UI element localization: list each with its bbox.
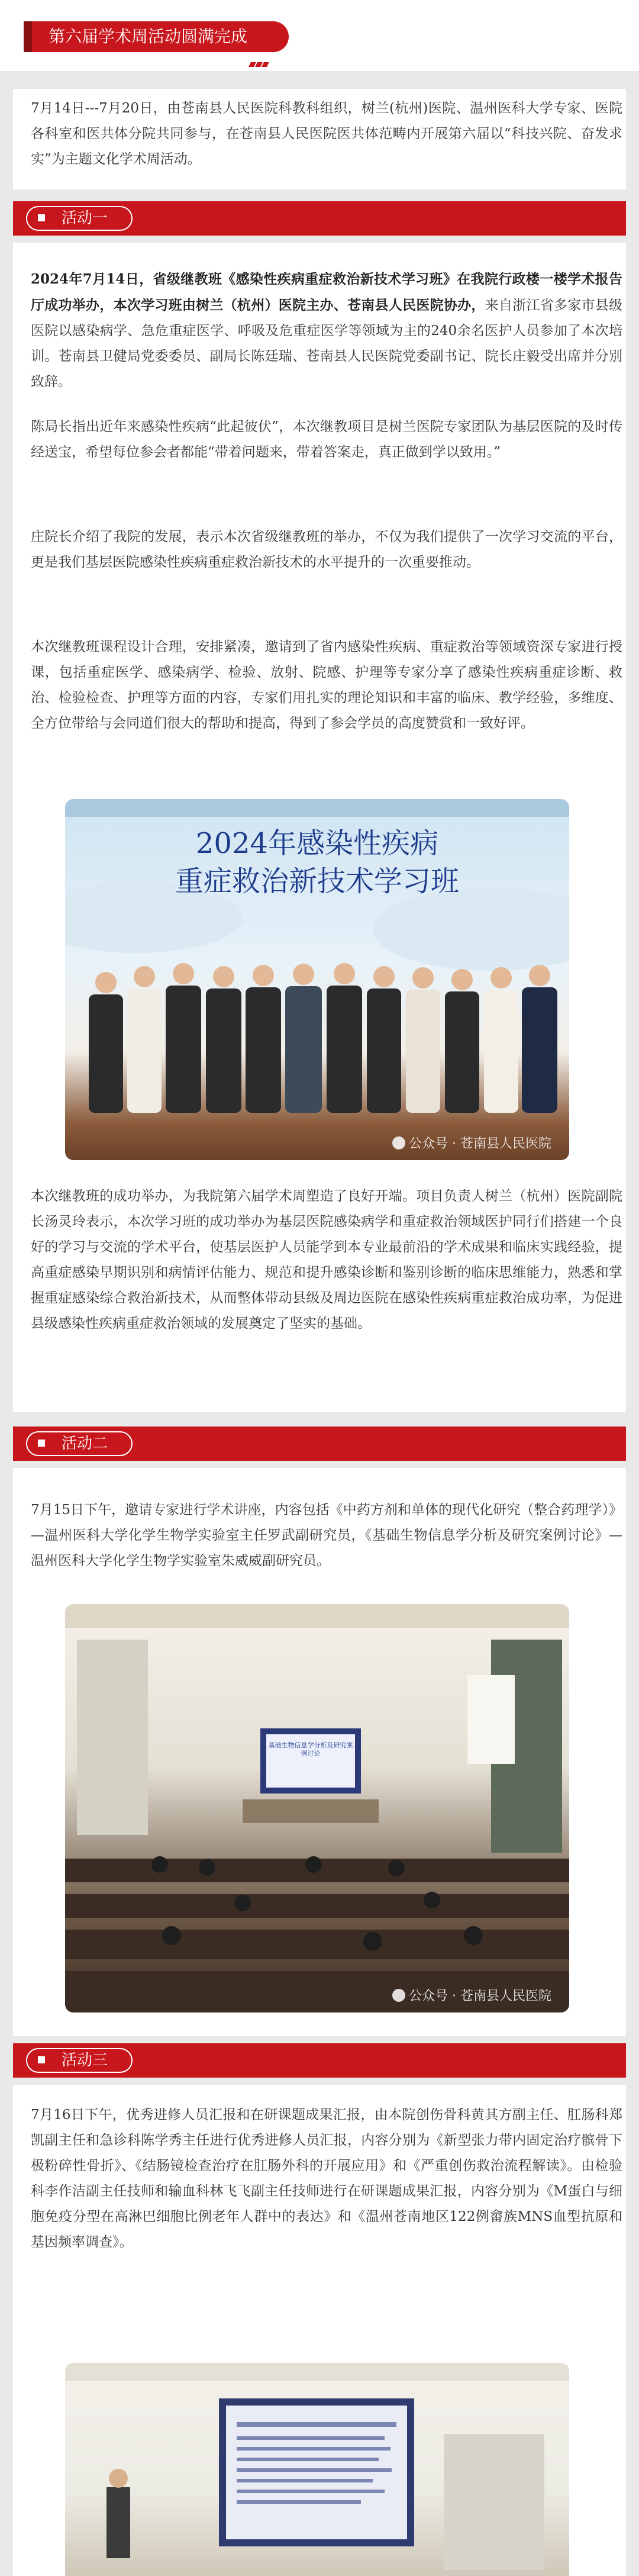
activity1-paragraph-3: 庄院长介绍了我院的发展，表示本次省级继教班的举办，不仅为我们提供了一次学习交流的平台，更是我们基层医院感染性疾病重症救治新技术的水平提升的一次重要推动。	[31, 529, 622, 570]
square-bullet-icon	[38, 214, 45, 221]
activity2-card	[13, 1468, 626, 2036]
activity2-paragraph-1: 7月15日下午，邀请专家进行学术讲座，内容包括《中药方剂和单体的现代化研究（整合药理学）》—温州医科大学化学生物学实验室主任罗武副研究员，《基础生物信息学分析及研究案例讨论》—温州医科大学化学生物学实验室朱威威副研究员。	[31, 1502, 622, 1569]
intro-paragraph: 7月14日---7月20日，由苍南县人民医院科教科组织，树兰(杭州)医院、温州医科大学专家、医院各科室和医共体分院共同参与，在苍南县人民医院医共体范畴内开展第六届以“科技兴院、奋发求实”为主题文化学术周活动。	[31, 101, 622, 167]
wechat-icon	[392, 1136, 405, 1149]
section-label-pill	[26, 1431, 133, 1456]
title-decoration	[250, 58, 270, 63]
watermark: 公众号 · 苍南县人民医院	[392, 1134, 551, 1152]
activity1-card	[13, 243, 626, 1412]
square-bullet-icon	[38, 2056, 45, 2063]
section-label: 活动三	[62, 2052, 108, 2069]
wechat-icon	[392, 1989, 405, 2002]
watermark: 公众号 · 苍南县人民医院	[392, 1986, 551, 2004]
section-header-3	[13, 2043, 626, 2078]
section-label-pill	[26, 206, 133, 231]
activity3-card	[13, 2085, 626, 2576]
lecture-hall-scene	[65, 1604, 569, 2012]
activity3-paragraph-1: 7月16日下午，优秀进修人员汇报和在研课题成果汇报，由本院创伤骨科黄其方副主任、肛肠科郑凯副主任和急诊科陈学秀主任进行优秀进修人员汇报，内容分别为《新型张力带内固定治疗髌骨下极粉碎性骨折》、《结肠镜检查治疗在肛肠外科的开展应用》和《严重创伤救治流程解读》。由检验科李作洁副主任技师和输血科林飞飞副主任技师进行在研课题成果汇报，内容分别为《M蛋白与细胞免疫分型在高淋巴细胞比例老年人群中的表达》和《温州苍南地区122例畲族MNS血型抗原和基因频率调查》。	[31, 2107, 622, 2250]
section-label-pill	[26, 2048, 133, 2073]
group-photo	[65, 799, 569, 1160]
activity1-paragraph-1: 2024年7月14日，省级继教班《感染性疾病重症救治新技术学习班》在我院行政楼一楼学术报告厅成功举办，本次学习班由树兰（杭州）医院主办、苍南县人民医院协办，来自浙江省多家市县级医院以感染病学、急危重症医学、呼吸及危重症医学等领域为主的240余名医护人员参加了本次培训。苍南县卫健局党委委员、副局长陈廷瑞、苍南县人民医院党委副书记、院长庄毅受出席并分别致辞。	[31, 271, 623, 389]
section-label: 活动一	[62, 210, 108, 227]
screen-slide-title: 基础生物信息学分析及研究案例讨论	[268, 1741, 353, 1757]
report-photo	[65, 2363, 569, 2576]
activity1-paragraph-5: 本次继教班的成功举办，为我院第六届学术周塑造了良好开端。项目负责人树兰（杭州）医院副院长汤灵玲表示，本次学习班的成功举办为基层医院感染病学和重症救治领域医护同行们搭建一个良好的学习与交流的学术平台，使基层医护人员能学到本专业最前沿的学术成果和临床实践经验，提高重症感染早期识别和病情评估能力、规范和提升感染诊断和鉴别诊断的临床思维能力，熟悉和掌握重症感染综合救治新技术，从而整体带动县级及周边医院在感染性疾病重症救治成功率，为促进县级感染性疾病重症救治领域的发展奠定了坚实的基础。	[31, 1189, 622, 1331]
activity1-paragraph-4: 本次继教班课程设计合理，安排紧凑，邀请到了省内感染性疾病、重症救治等领域资深专家进行授课，包括重症医学、感染病学、检验、放射、院感、护理等专家分享了感染性疾病重症诊断、救治、检验检查、护理等方面的内容，专家们用扎实的理论知识和丰富的临床、教学经验，多维度、全方位带给与会同道们很大的帮助和提高，得到了参会学员的高度赞赏和一致好评。	[31, 639, 622, 731]
banner-title-line2: 重症救治新技术学习班	[175, 865, 459, 898]
banner-title-line1: 2024年感染性疾病	[195, 827, 439, 860]
intro-card	[13, 89, 626, 189]
title-banner-area	[0, 0, 639, 71]
page-title: 第六届学术周活动圆满完成	[24, 21, 289, 52]
section-header-2	[13, 1427, 626, 1461]
square-bullet-icon	[38, 1440, 45, 1447]
activity1-paragraph-2: 陈局长指出近年来感染性疾病“此起彼伏”，本次继教项目是树兰医院专家团队为基层医院的及时传经送宝，希望每位参会者都能“带着问题来，带着答案走，真正做到学以致用。”	[31, 419, 622, 460]
section-label: 活动二	[62, 1435, 108, 1453]
lecture-photo	[65, 1604, 569, 2012]
section-header-1	[13, 201, 626, 236]
report-hall-scene	[65, 2363, 569, 2576]
